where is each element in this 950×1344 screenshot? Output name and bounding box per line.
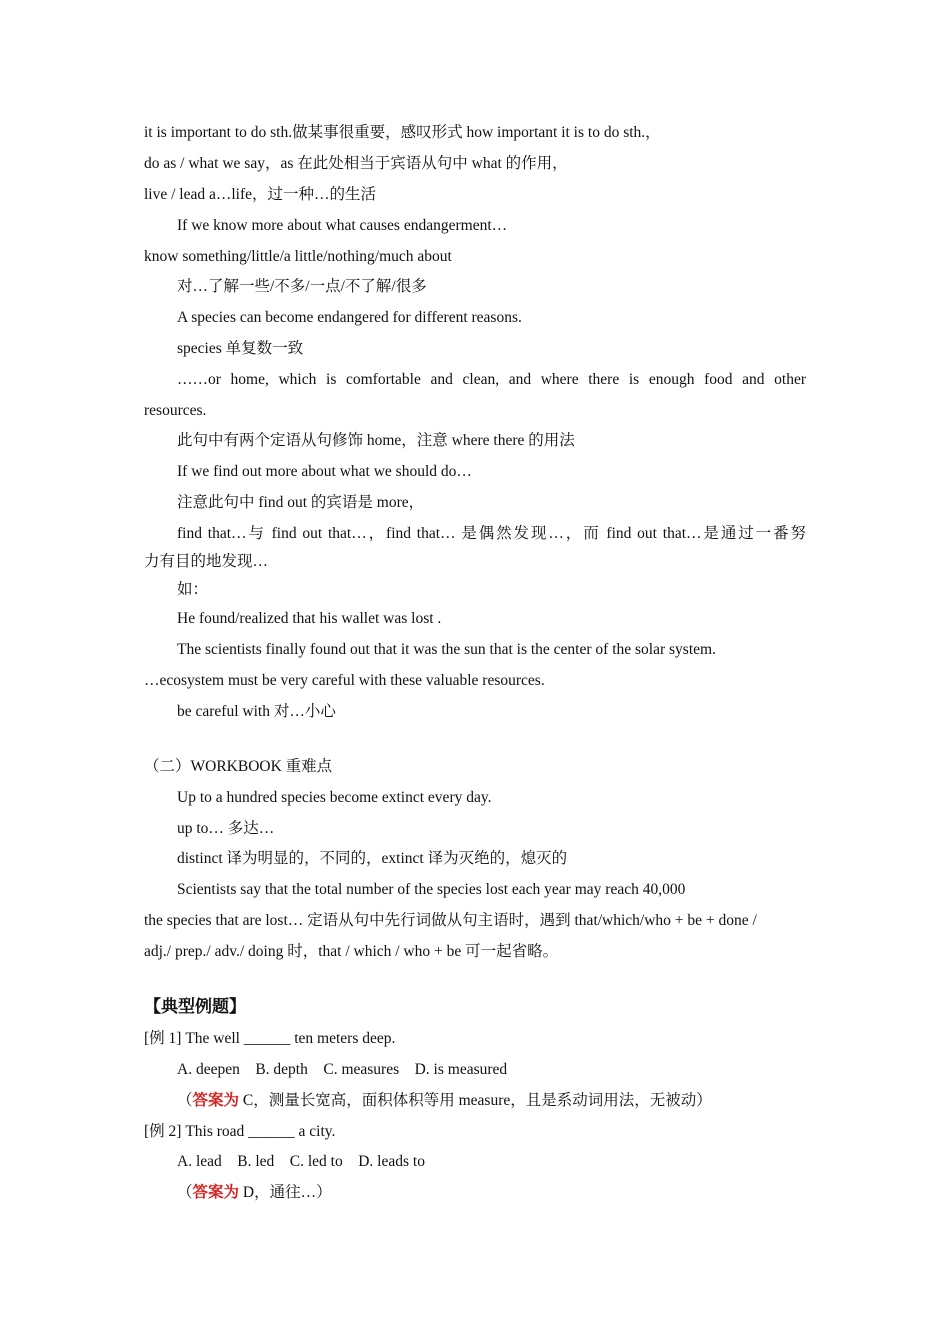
note-line: 如： [177,581,209,598]
workbook-line: Scientists say that the total number of the species lost each year may reach 40,000 [177,881,686,898]
note-line: find that…与 find out that…，find that… 是偶然发现…，而 find out that…是通过一番努 [177,525,806,542]
note-line: know something/little/a little/nothing/much about [144,248,452,265]
note-line: resources. [144,402,207,419]
note-line: The scientists finally found out that it was the sun that is the center of the solar system. [177,641,716,658]
note-line: If we find out more about what we should do… [177,463,472,480]
workbook-line: adj./ prep./ adv./ doing 时，that / which / who + be 可一起省略。 [144,943,559,960]
note-line: …ecosystem must be very careful with these valuable resources. [144,672,545,689]
workbook-line: distinct 译为明显的，不同的，extinct 译为灭绝的，熄灭的 [177,850,568,867]
note-line: 力有目的地发现… [144,553,269,570]
example-answer [177,1091,712,1111]
answer-label: 答案为 [192,1184,240,1201]
note-line: ……or home, which is comfortable and clean, and where there is enough food and other [177,371,806,388]
workbook-heading: （二）WORKBOOK 重难点 [144,758,333,775]
workbook-line: Up to a hundred species become extinct every day. [177,789,492,806]
answer-label: 答案为 [192,1092,240,1109]
example-question: [例 1] The well ______ ten meters deep. [144,1030,396,1047]
note-line: If we know more about what causes endangerment… [177,217,508,234]
example-question: [例 2] This road ______ a city. [144,1123,336,1140]
note-line: do as / what we say，as 在此处相当于宾语从句中 what 的作用， [144,155,568,172]
answer-text: C，测量长宽高，面积体积等用 measure，且是系动词用法，无被动） [239,1092,712,1109]
example-options: A. lead B. led C. led to D. leads to [177,1153,425,1170]
examples-heading: 【典型例题】 [144,997,246,1016]
note-line: 此句中有两个定语从句修饰 home，注意 where there 的用法 [177,432,575,449]
answer-open: （ [177,1184,193,1201]
example-options: A. deepen B. depth C. measures D. is measured [177,1061,508,1078]
workbook-line: up to… 多达… [177,820,275,837]
note-line: it is important to do sth.做某事很重要，感叹形式 how important it is to do sth.， [144,124,661,141]
answer-text: D，通往…） [239,1184,332,1201]
example-answer [177,1183,332,1203]
note-line: A species can become endangered for different reasons. [177,309,522,326]
note-line: He found/realized that his wallet was lost . [177,610,442,627]
note-line: be careful with 对…小心 [177,703,336,720]
note-line: live / lead a…life，过一种…的生活 [144,186,377,203]
note-line: 对…了解一些/不多/一点/不了解/很多 [177,278,427,295]
note-line: species 单复数一致 [177,340,304,357]
note-line: 注意此句中 find out 的宾语是 more， [177,494,425,511]
workbook-line: the species that are lost… 定语从句中先行词做从句主语时，遇到 that/which/who + be + done / [144,912,757,929]
answer-open: （ [177,1092,193,1109]
